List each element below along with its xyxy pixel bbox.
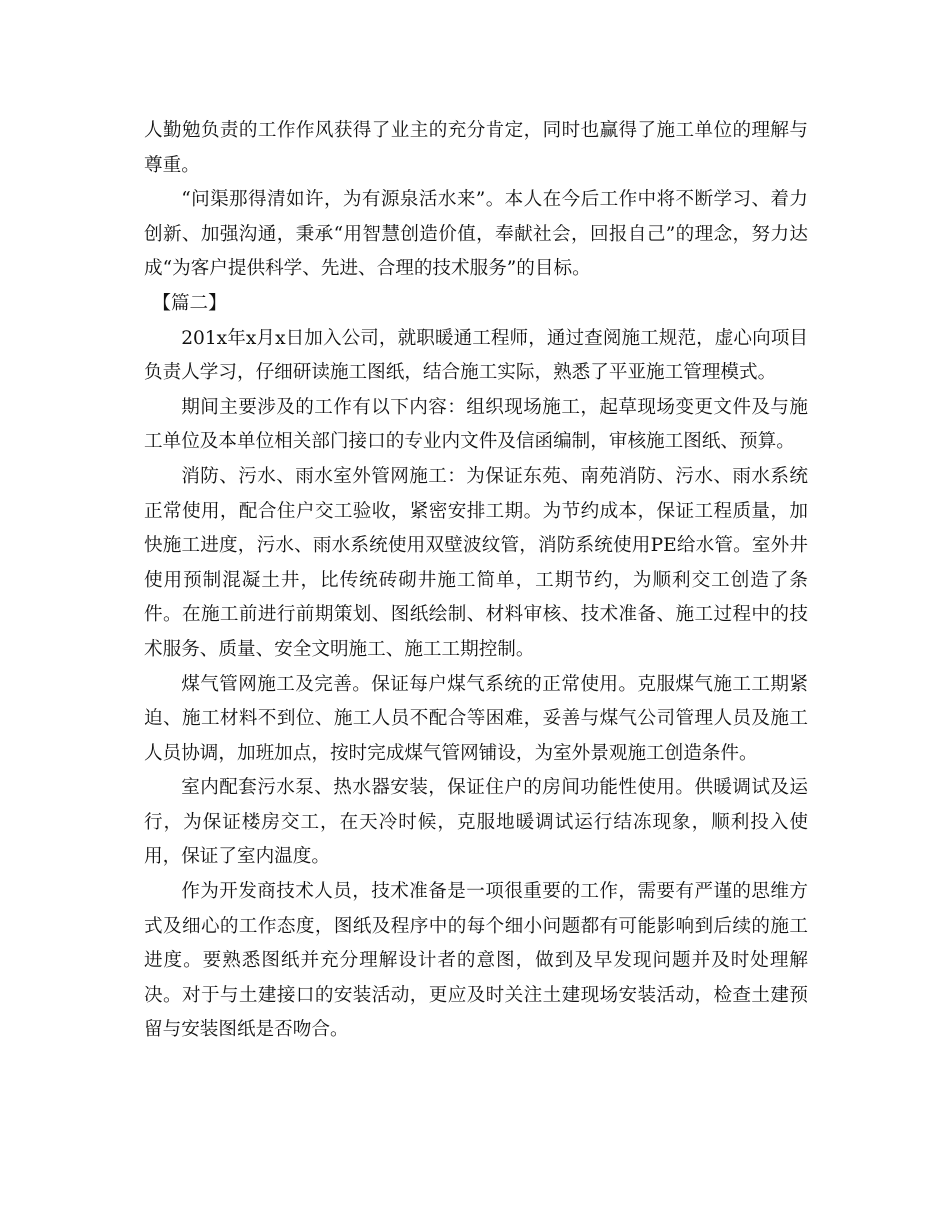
- paragraph-3: 201x年x月x日加入公司，就职暖通工程师，通过查阅施工规范，虚心向项目负责人学习，仔细研读施工图纸，结合施工实际，熟悉了平亚施工管理模式。: [144, 327, 808, 384]
- paragraph-6: 煤气管网施工及完善。保证每户煤气系统的正常使用。克服煤气施工工期紧迫、施工材料不到位、施工人员不配合等困难，妥善与煤气公司管理人员及施工人员协调，加班加点，按时完成煤气管网铺设，为室外景观施工创造条件。: [144, 673, 808, 764]
- paragraph-5: 消防、污水、雨水室外管网施工：为保证东苑、南苑消防、污水、雨水系统正常使用，配合住户交工验收，紧密安排工期。为节约成本，保证工程质量，加快施工进度，污水、雨水系统使用双壁波纹管，消防系统使用PE给水管。室外井使用预制混凝土井，比传统砖砌井施工简单，工期节约，为顺利交工创造了条件。在施工前进行前期策划、图纸绘制、材料审核、技术准备、施工过程中的技术服务、质量、安全文明施工、施工工期控制。: [144, 465, 808, 660]
- paragraph-2: “问渠那得清如许，为有源泉活水来”。本人在今后工作中将不断学习、着力创新、加强沟通，秉承“用智慧创造价值，奉献社会，回报自己”的理念，努力达成“为客户提供科学、先进、合理的技术服务”的目标。: [144, 189, 808, 280]
- paragraph-4: 期间主要涉及的工作有以下内容：组织现场施工，起草现场变更文件及与施工单位及本单位相关部门接口的专业内文件及信函编制，审核施工图纸、预算。: [144, 396, 808, 453]
- document-body: [144, 114, 808, 1048]
- paragraph-8: 作为开发商技术人员，技术准备是一项很重要的工作，需要有严谨的思维方式及细心的工作态度，图纸及程序中的每个细小问题都有可能影响到后续的施工进度。要熟悉图纸并充分理解设计者的意图，做到及早发现问题并及时处理解决。对于与土建接口的安装活动，更应及时关注土建现场安装活动，检查土建预留与安装图纸是否吻合。: [144, 881, 808, 1041]
- paragraph-7: 室内配套污水泵、热水器安装，保证住户的房间功能性使用。供暖调试及运行，为保证楼房交工，在天冷时候，克服地暖调试运行结冻现象，顺利投入使用，保证了室内温度。: [144, 777, 808, 868]
- paragraph-1: 人勤勉负责的工作作风获得了业主的充分肯定，同时也赢得了施工单位的理解与尊重。: [144, 120, 808, 176]
- section-heading: 【篇二】: [152, 292, 227, 314]
